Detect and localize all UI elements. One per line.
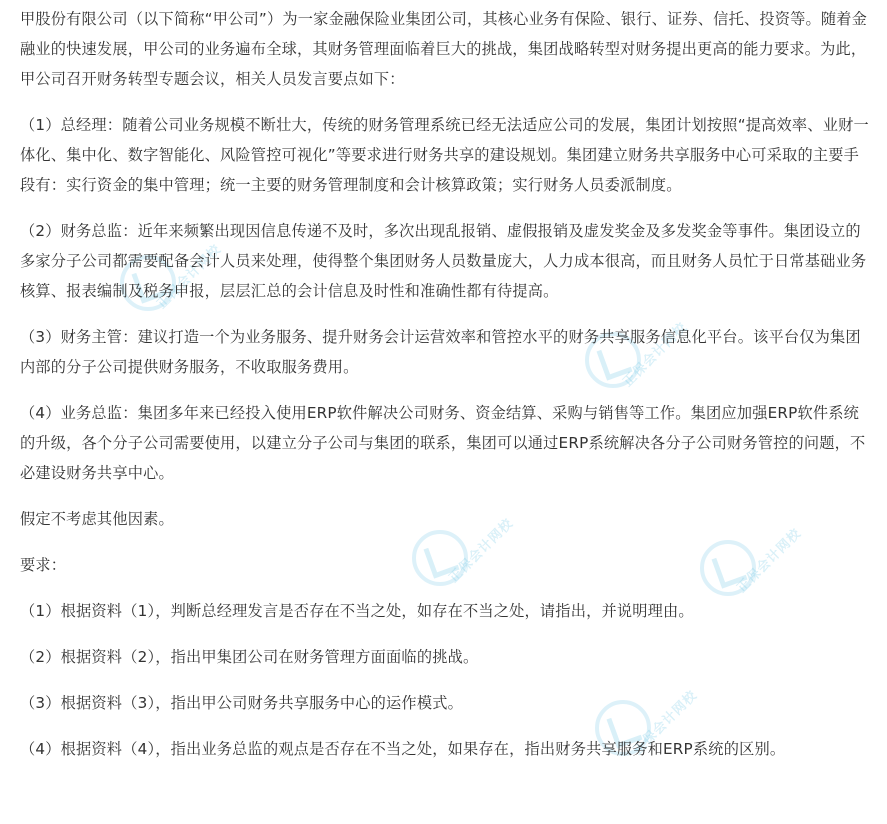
requirement-item: （4）根据资料（4），指出业务总监的观点是否存在不当之处，如果存在，指出财务共享服务和ERP系统的区别。 (20, 740, 786, 758)
statement-cfo: （2）财务总监：近年来频繁出现因信息传递不及时，多次出现乱报销、虚假报销及虚发奖金及多发奖金等事件。集团设立的多家分子公司都需要配备会计人员来处理，使得整个集团财务人员数量庞大，人力成本很高，而且财务人员忙于日常基础业务核算、报表编制及税务申报，层层汇总的会计信息及时性和准确性都有待提高。 (20, 222, 867, 300)
watermark-text: 正保会计网校 (446, 515, 517, 586)
requirement-heading: 要求： (20, 556, 67, 574)
assumption-text: 假定不考虑其他因素。 (20, 510, 174, 528)
requirement-item: （1）根据资料（1），判断总经理发言是否存在不当之处，如存在不当之处，请指出，并说明理由。 (20, 602, 694, 620)
watermark-text: 正保会计网校 (154, 241, 225, 312)
requirement-item: （3）根据资料（3），指出甲公司财务共享服务中心的运作模式。 (20, 694, 463, 712)
watermark-text: 正保会计网校 (734, 525, 805, 596)
statement-finance-supervisor: （3）财务主管：建议打造一个为业务服务、提升财务会计运营效率和管控水平的财务共享服务信息化平台。该平台仅为集团内部的分子公司提供财务服务，不收取服务费用。 (20, 328, 861, 376)
statement-general-manager: （1）总经理：随着公司业务规模不断壮大，传统的财务管理系统已经无法适应公司的发展，集团计划按照“提高效率、业财一体化、集中化、数字智能化、风险管控可视化”等要求进行财务共享的建设规划。集团建立财务共享服务中心可采取的主要手段有：实行资金的集中管理；统一主要的财务管理制度和会计核算政策；实行财务人员委派制度。 (20, 116, 869, 194)
watermark-text: 正保会计网校 (620, 319, 691, 390)
statement-business-director: （4）业务总监：集团多年来已经投入使用ERP软件解决公司财务、资金结算、采购与销售等工作。集团应加强ERP软件系统的升级，各个分子公司需要使用，以建立分子公司与集团的联系，集团可以通过ERP系统解决各分子公司财务管控的问题，不必建设财务共享中心。 (20, 404, 866, 482)
intro-paragraph: 甲股份有限公司（以下简称“甲公司”）为一家金融保险业集团公司，其核心业务有保险、银行、证券、信托、投资等。随着金融业的快速发展，甲公司的业务遍布全球，其财务管理面临着巨大的挑战，集团战略转型对财务提出更高的能力要求。为此，甲公司召开财务转型专题会议，相关人员发言要点如下： (20, 10, 868, 88)
watermark-text: 正保会计网校 (630, 687, 701, 758)
requirement-item: （2）根据资料（2），指出甲集团公司在财务管理方面面临的挑战。 (20, 648, 479, 666)
question-document (20, 4, 870, 780)
